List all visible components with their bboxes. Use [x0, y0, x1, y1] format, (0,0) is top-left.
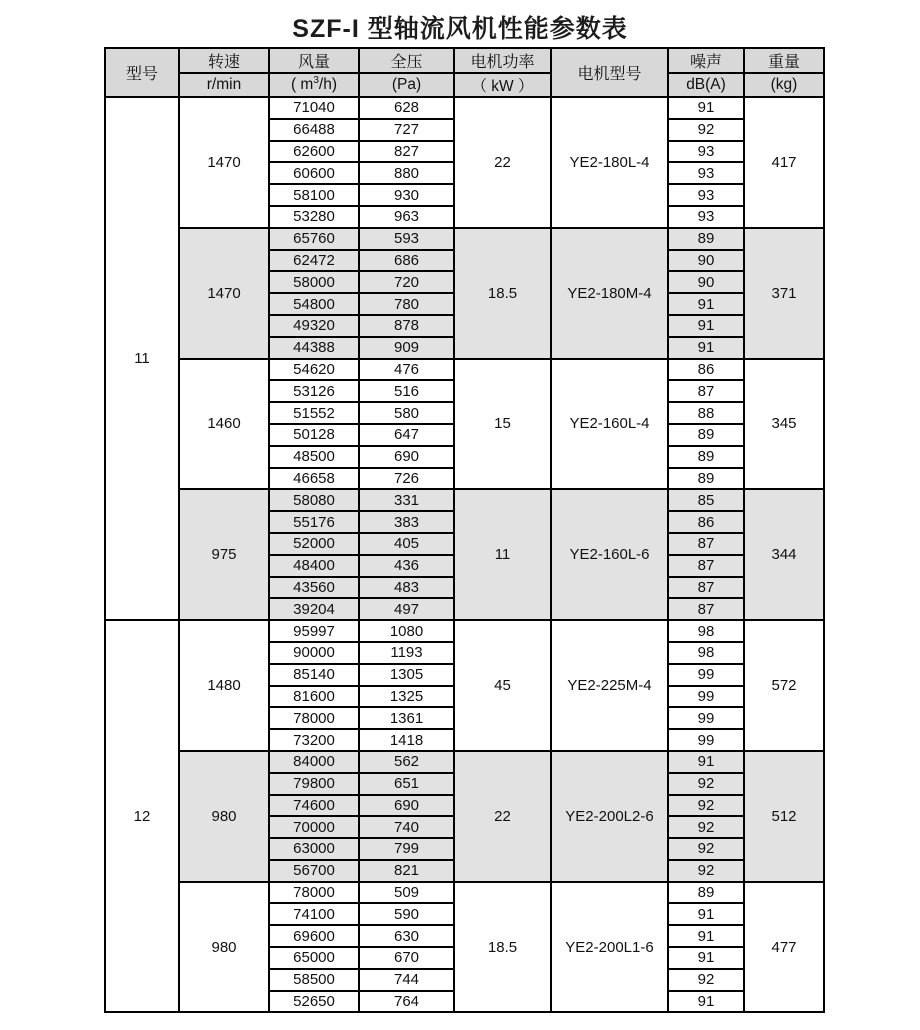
pressure-cell: 630 [359, 925, 454, 947]
power-cell: 22 [454, 751, 551, 882]
noise-cell: 99 [668, 664, 744, 686]
noise-cell: 91 [668, 947, 744, 969]
flow-cell: 74100 [269, 903, 359, 925]
pressure-cell: 476 [359, 359, 454, 381]
col-header-weight: 重量 [744, 48, 824, 73]
noise-cell: 87 [668, 598, 744, 620]
header-row-1 [105, 48, 824, 73]
col-header-noise: 噪声 [668, 48, 744, 73]
power-cell: 18.5 [454, 228, 551, 359]
motor-cell: YE2-180L-4 [551, 97, 668, 228]
noise-cell: 86 [668, 359, 744, 381]
pressure-cell: 963 [359, 206, 454, 228]
flow-cell: 50128 [269, 424, 359, 446]
motor-cell: YE2-180M-4 [551, 228, 668, 359]
noise-cell: 93 [668, 206, 744, 228]
table-row [105, 359, 824, 381]
flow-cell: 55176 [269, 511, 359, 533]
model-cell: 12 [105, 620, 179, 1012]
noise-cell: 99 [668, 686, 744, 708]
noise-cell: 92 [668, 795, 744, 817]
pressure-cell: 764 [359, 991, 454, 1013]
speed-cell: 1470 [179, 97, 269, 228]
flow-cell: 54800 [269, 293, 359, 315]
noise-cell: 90 [668, 250, 744, 272]
pressure-cell: 647 [359, 424, 454, 446]
pressure-cell: 651 [359, 773, 454, 795]
table-row [105, 97, 824, 119]
flow-cell: 53126 [269, 380, 359, 402]
speed-cell: 1470 [179, 228, 269, 359]
noise-cell: 92 [668, 860, 744, 882]
col-unit-weight: (kg) [744, 73, 824, 97]
col-header-power: 电机功率 [454, 48, 551, 73]
flow-unit-open: ( m [290, 76, 314, 93]
motor-cell: YE2-160L-6 [551, 489, 668, 620]
flow-cell: 70000 [269, 816, 359, 838]
pressure-cell: 909 [359, 337, 454, 359]
speed-cell: 1480 [179, 620, 269, 751]
flow-cell: 90000 [269, 642, 359, 664]
noise-cell: 87 [668, 555, 744, 577]
weight-cell: 512 [744, 751, 824, 882]
noise-cell: 93 [668, 141, 744, 163]
table-row [105, 489, 824, 511]
noise-cell: 86 [668, 511, 744, 533]
flow-cell: 58000 [269, 271, 359, 293]
pressure-cell: 405 [359, 533, 454, 555]
power-cell: 15 [454, 359, 551, 490]
pressure-cell: 821 [359, 860, 454, 882]
pressure-cell: 744 [359, 969, 454, 991]
table-row [105, 228, 824, 250]
pressure-cell: 562 [359, 751, 454, 773]
performance-table [104, 47, 825, 1013]
flow-cell: 48400 [269, 555, 359, 577]
flow-cell: 65760 [269, 228, 359, 250]
noise-cell: 91 [668, 751, 744, 773]
noise-cell: 91 [668, 991, 744, 1013]
noise-cell: 92 [668, 838, 744, 860]
pressure-cell: 726 [359, 468, 454, 490]
flow-cell: 78000 [269, 707, 359, 729]
weight-cell: 371 [744, 228, 824, 359]
pressure-cell: 686 [359, 250, 454, 272]
pressure-cell: 1418 [359, 729, 454, 751]
motor-cell: YE2-160L-4 [551, 359, 668, 490]
table-row [105, 620, 824, 642]
noise-cell: 85 [668, 489, 744, 511]
motor-cell: YE2-200L2-6 [551, 751, 668, 882]
flow-cell: 44388 [269, 337, 359, 359]
pressure-cell: 1325 [359, 686, 454, 708]
flow-cell: 71040 [269, 97, 359, 119]
pressure-cell: 628 [359, 97, 454, 119]
flow-cell: 62600 [269, 141, 359, 163]
col-unit-power: （ kW ） [454, 73, 551, 97]
pressure-cell: 880 [359, 162, 454, 184]
weight-cell: 344 [744, 489, 824, 620]
noise-cell: 89 [668, 424, 744, 446]
speed-cell: 975 [179, 489, 269, 620]
noise-cell: 99 [668, 707, 744, 729]
flow-cell: 58100 [269, 184, 359, 206]
noise-cell: 99 [668, 729, 744, 751]
noise-cell: 98 [668, 620, 744, 642]
col-unit-speed: r/min [179, 73, 269, 97]
table-row [105, 751, 824, 773]
power-cell: 45 [454, 620, 551, 751]
table-row [105, 882, 824, 904]
pressure-cell: 727 [359, 119, 454, 141]
flow-cell: 65000 [269, 947, 359, 969]
speed-cell: 980 [179, 751, 269, 882]
flow-cell: 53280 [269, 206, 359, 228]
page-title: SZF-I 型轴流风机性能参数表 [292, 15, 628, 43]
pressure-cell: 670 [359, 947, 454, 969]
speed-cell: 980 [179, 882, 269, 1013]
pressure-cell: 509 [359, 882, 454, 904]
pressure-cell: 1305 [359, 664, 454, 686]
pressure-cell: 780 [359, 293, 454, 315]
flow-cell: 58500 [269, 969, 359, 991]
flow-cell: 74600 [269, 795, 359, 817]
pressure-cell: 383 [359, 511, 454, 533]
flow-cell: 43560 [269, 577, 359, 599]
pressure-cell: 720 [359, 271, 454, 293]
flow-cell: 78000 [269, 882, 359, 904]
pressure-cell: 690 [359, 446, 454, 468]
noise-cell: 89 [668, 446, 744, 468]
flow-cell: 46658 [269, 468, 359, 490]
flow-cell: 85140 [269, 664, 359, 686]
pressure-cell: 1080 [359, 620, 454, 642]
model-cell: 11 [105, 97, 179, 620]
noise-cell: 91 [668, 925, 744, 947]
weight-cell: 477 [744, 882, 824, 1013]
weight-cell: 417 [744, 97, 824, 228]
noise-cell: 87 [668, 533, 744, 555]
flow-cell: 52000 [269, 533, 359, 555]
flow-cell: 79800 [269, 773, 359, 795]
noise-cell: 90 [668, 271, 744, 293]
flow-cell: 60600 [269, 162, 359, 184]
noise-cell: 89 [668, 882, 744, 904]
col-unit-noise: dB(A) [668, 73, 744, 97]
flow-unit-close: /h) [318, 76, 338, 93]
noise-cell: 89 [668, 228, 744, 250]
flow-cell: 95997 [269, 620, 359, 642]
flow-cell: 48500 [269, 446, 359, 468]
noise-cell: 98 [668, 642, 744, 664]
flow-cell: 63000 [269, 838, 359, 860]
flow-cell: 73200 [269, 729, 359, 751]
pressure-cell: 593 [359, 228, 454, 250]
noise-cell: 91 [668, 337, 744, 359]
weight-cell: 345 [744, 359, 824, 490]
noise-cell: 88 [668, 402, 744, 424]
pressure-cell: 1361 [359, 707, 454, 729]
pressure-cell: 878 [359, 315, 454, 337]
noise-cell: 92 [668, 969, 744, 991]
col-header-motor: 电机型号 [551, 48, 668, 97]
noise-cell: 91 [668, 97, 744, 119]
pressure-cell: 799 [359, 838, 454, 860]
flow-cell: 56700 [269, 860, 359, 882]
noise-cell: 87 [668, 380, 744, 402]
table-header [105, 48, 824, 97]
power-cell: 11 [454, 489, 551, 620]
header-row-2 [105, 73, 824, 97]
noise-cell: 93 [668, 184, 744, 206]
flow-cell: 51552 [269, 402, 359, 424]
flow-cell: 49320 [269, 315, 359, 337]
noise-cell: 92 [668, 816, 744, 838]
flow-cell: 66488 [269, 119, 359, 141]
pressure-cell: 740 [359, 816, 454, 838]
noise-cell: 91 [668, 315, 744, 337]
flow-cell: 58080 [269, 489, 359, 511]
pressure-cell: 497 [359, 598, 454, 620]
power-cell: 18.5 [454, 882, 551, 1013]
col-unit-pressure: (Pa) [359, 73, 454, 97]
speed-cell: 1460 [179, 359, 269, 490]
col-header-speed: 转速 [179, 48, 269, 73]
noise-cell: 91 [668, 293, 744, 315]
noise-cell: 93 [668, 162, 744, 184]
flow-cell: 39204 [269, 598, 359, 620]
noise-cell: 89 [668, 468, 744, 490]
motor-cell: YE2-225M-4 [551, 620, 668, 751]
flow-cell: 84000 [269, 751, 359, 773]
noise-cell: 92 [668, 119, 744, 141]
pressure-cell: 436 [359, 555, 454, 577]
pressure-cell: 690 [359, 795, 454, 817]
flow-cell: 69600 [269, 925, 359, 947]
pressure-cell: 331 [359, 489, 454, 511]
pressure-cell: 1193 [359, 642, 454, 664]
col-unit-flow [269, 73, 359, 97]
noise-cell: 92 [668, 773, 744, 795]
noise-cell: 91 [668, 903, 744, 925]
power-cell: 22 [454, 97, 551, 228]
pressure-cell: 483 [359, 577, 454, 599]
motor-cell: YE2-200L1-6 [551, 882, 668, 1013]
pressure-cell: 590 [359, 903, 454, 925]
table-body [105, 97, 824, 1012]
flow-cell: 54620 [269, 359, 359, 381]
flow-unit-sup: 3 [313, 74, 319, 86]
noise-cell: 87 [668, 577, 744, 599]
pressure-cell: 930 [359, 184, 454, 206]
col-header-flow: 风量 [269, 48, 359, 73]
flow-cell: 52650 [269, 991, 359, 1013]
pressure-cell: 580 [359, 402, 454, 424]
col-header-model: 型号 [105, 48, 179, 97]
weight-cell: 572 [744, 620, 824, 751]
flow-cell: 62472 [269, 250, 359, 272]
flow-cell: 81600 [269, 686, 359, 708]
pressure-cell: 516 [359, 380, 454, 402]
pressure-cell: 827 [359, 141, 454, 163]
col-header-pressure: 全压 [359, 48, 454, 73]
